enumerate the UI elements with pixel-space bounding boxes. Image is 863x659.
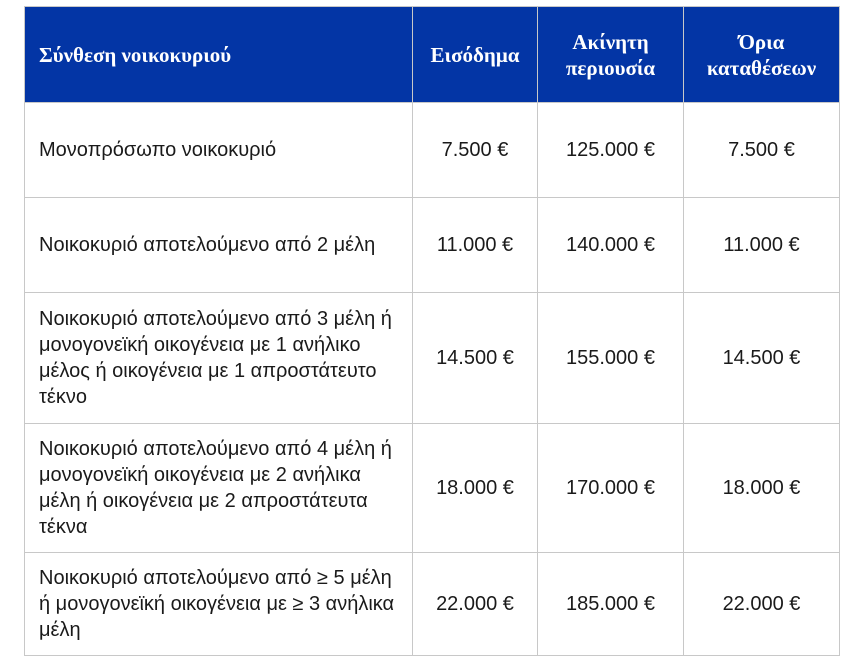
cell-property: 155.000 € [538, 293, 684, 424]
header-deposit-limits: Όρια καταθέσεων [684, 7, 840, 103]
table-header [25, 7, 840, 103]
cell-composition: Μονοπρόσωπο νοικοκυριό [25, 103, 413, 198]
cell-composition: Νοικοκυριό αποτελούμενο από 3 μέλη ή μονογονεϊκή οικογένεια με 1 ανήλικο μέλος ή οικογένεια με 1 απροστάτευτο τέκνο [25, 293, 413, 424]
cell-income: 18.000 € [413, 424, 538, 553]
cell-deposits: 22.000 € [684, 553, 840, 656]
cell-property: 185.000 € [538, 553, 684, 656]
cell-deposits: 7.500 € [684, 103, 840, 198]
cell-deposits: 11.000 € [684, 198, 840, 293]
cell-property: 170.000 € [538, 424, 684, 553]
cell-income: 22.000 € [413, 553, 538, 656]
table-body [25, 103, 840, 656]
table-row [25, 293, 840, 424]
cell-deposits: 18.000 € [684, 424, 840, 553]
eligibility-criteria-table [24, 6, 840, 656]
header-row [25, 7, 840, 103]
cell-composition: Νοικοκυριό αποτελούμενο από 4 μέλη ή μονογονεϊκή οικογένεια με 2 ανήλικα μέλη ή οικογένεια με 2 απροστάτευτα τέκνα [25, 424, 413, 553]
header-household-composition: Σύνθεση νοικοκυριού [25, 7, 413, 103]
cell-property: 140.000 € [538, 198, 684, 293]
cell-deposits: 14.500 € [684, 293, 840, 424]
cell-income: 7.500 € [413, 103, 538, 198]
cell-composition: Νοικοκυριό αποτελούμενο από ≥ 5 μέλη ή μονογονεϊκή οικογένεια με ≥ 3 ανήλικα μέλη [25, 553, 413, 656]
table-row [25, 103, 840, 198]
header-income: Εισόδημα [413, 7, 538, 103]
header-property: Ακίνητη περιουσία [538, 7, 684, 103]
table-row [25, 198, 840, 293]
cell-income: 14.500 € [413, 293, 538, 424]
cell-composition: Νοικοκυριό αποτελούμενο από 2 μέλη [25, 198, 413, 293]
table-row [25, 553, 840, 656]
cell-income: 11.000 € [413, 198, 538, 293]
cell-property: 125.000 € [538, 103, 684, 198]
table-row [25, 424, 840, 553]
